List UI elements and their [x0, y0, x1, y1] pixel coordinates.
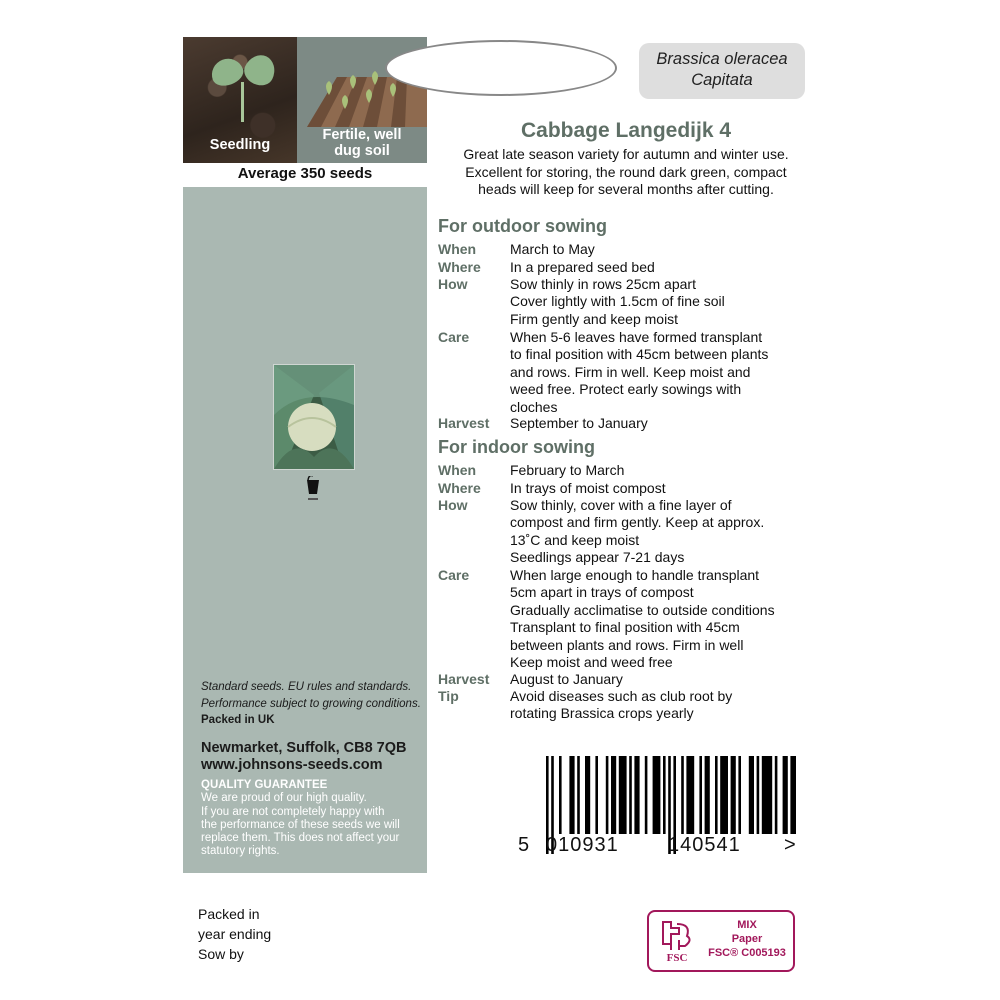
soil-label-1: Fertile, well	[322, 127, 402, 143]
row-label: Harvest	[438, 415, 490, 431]
barcode-bar	[634, 756, 639, 834]
standards-line-1: Standard seeds. EU rules and standards.	[201, 681, 412, 693]
barcode-digits-right: 140541	[668, 834, 741, 856]
sow-by-label: Sow by	[198, 946, 244, 962]
row-label: How	[438, 276, 468, 292]
outdoor-heading: For outdoor sowing	[438, 216, 607, 236]
fsc-code: FSC® C005193	[708, 947, 786, 959]
barcode-bar	[731, 756, 736, 834]
packed-in-label: Packed in	[198, 906, 260, 922]
barcode-bar	[559, 756, 562, 834]
description-line: heads will keep for several months after cutting.	[478, 181, 774, 197]
quality-guarantee	[201, 779, 423, 859]
barcode-bar	[619, 756, 627, 834]
row-value: When large enough to handle transplant	[510, 567, 760, 583]
row-label: Care	[438, 567, 470, 583]
barcode-bar	[663, 756, 666, 834]
fsc-mix: MIX	[737, 919, 757, 931]
fsc-logo-text: FSC	[666, 952, 688, 964]
guarantee-line: statutory rights.	[201, 845, 280, 858]
barcode-bar	[699, 756, 702, 834]
row-value: compost and firm gently. Keep at approx.	[510, 514, 765, 531]
botanical-line-1: Brassica oleracea	[656, 50, 788, 68]
row-value: Sow thinly, cover with a fine layer of	[510, 497, 732, 513]
barcode-bar	[738, 756, 741, 834]
packed-info	[198, 904, 271, 964]
seedling-photo	[183, 37, 297, 163]
barcode-bar	[653, 756, 661, 834]
barcode-bar	[762, 756, 772, 834]
cabbage-photo	[273, 364, 355, 470]
row-value: weed free. Protect early sowings with	[510, 381, 742, 398]
website: www.johnsons-seeds.com	[201, 757, 383, 773]
row-value: 5cm apart in trays of compost	[510, 584, 694, 601]
indoor-heading: For indoor sowing	[438, 437, 595, 457]
guarantee-line: If you are not completely happy with	[201, 805, 385, 818]
row-label: Where	[438, 259, 481, 275]
row-value: Keep moist and weed free	[510, 654, 673, 671]
year-ending-label: year ending	[198, 926, 272, 942]
row-value: between plants and rows. Firm in well	[510, 636, 744, 653]
row-label: How	[438, 497, 468, 513]
row-value: Gradually acclimatise to outside conditions	[510, 601, 775, 618]
guarantee-line: the performance of these seeds we will	[201, 818, 400, 831]
barcode-bar	[585, 756, 590, 834]
guarantee-line: replace them. This does not affect your	[201, 832, 400, 845]
description-line: Excellent for storing, the round dark green, compact	[465, 163, 787, 180]
barcode-bar	[569, 756, 574, 834]
row-value: Transplant to final position with 45cm	[510, 619, 740, 636]
barcode-digits-left: 010931	[546, 834, 619, 856]
barcode-bar	[681, 756, 684, 834]
row-value: When 5-6 leaves have formed transplant	[510, 329, 763, 345]
standards-line-2: Performance subject to growing conditions.	[201, 698, 421, 710]
hang-slot-window	[385, 40, 617, 96]
seedling-label: Seedling	[209, 137, 271, 153]
row-label: When	[438, 462, 477, 478]
row-label: Where	[438, 480, 481, 496]
botanical-line-2: Capitata	[691, 71, 753, 89]
barcode-quiet-arrow: >	[784, 834, 797, 856]
row-label: Tip	[438, 688, 459, 704]
row-value: September to January	[510, 415, 648, 431]
description	[427, 146, 825, 199]
row-value: August to January	[510, 671, 623, 687]
barcode-bar	[715, 756, 718, 834]
barcode-bar	[749, 756, 754, 834]
row-value: March to May	[510, 241, 595, 257]
row-value: Seedlings appear 7-21 days	[510, 549, 685, 566]
address: Newmarket, Suffolk, CB8 7QB	[201, 740, 407, 756]
row-value: Firm gently and keep moist	[510, 310, 679, 327]
description-line: Great late season variety for autumn and winter use.	[463, 146, 789, 162]
soil-label-2: dug soil	[334, 143, 390, 159]
row-value: to final position with 45cm between plants	[510, 346, 769, 363]
fsc-tree-icon	[657, 918, 697, 964]
barcode-bar	[783, 756, 788, 834]
barcode-bar	[757, 756, 760, 834]
row-label: Harvest	[438, 671, 490, 687]
barcode-bar	[686, 756, 694, 834]
row-value: 13˚C and keep moist	[510, 531, 640, 548]
packed-in-uk: Packed in UK	[201, 714, 275, 726]
row-label: When	[438, 241, 477, 257]
barcode-bar	[595, 756, 598, 834]
barcode-bar	[645, 756, 648, 834]
product-title: Cabbage Langedijk 4	[520, 119, 732, 142]
barcode-bar	[606, 756, 609, 834]
barcode-bar	[629, 756, 632, 834]
row-value: Sow thinly in rows 25cm apart	[510, 276, 696, 292]
row-value: rotating Brassica crops yearly	[510, 705, 694, 722]
fsc-label	[647, 910, 795, 972]
guarantee-title: QUALITY GUARANTEE	[201, 779, 328, 791]
barcode-bar	[775, 756, 778, 834]
johnsons-pot-icon	[305, 476, 321, 508]
row-value: In a prepared seed bed	[510, 259, 655, 275]
barcode-digit-lead: 5	[518, 834, 531, 856]
row-value: In trays of moist compost	[510, 480, 666, 496]
row-value: February to March	[510, 462, 625, 478]
botanical-name	[639, 43, 805, 99]
row-value: cloches	[510, 398, 558, 415]
barcode-bar	[720, 756, 728, 834]
barcode-bar	[577, 756, 580, 834]
row-value: Avoid diseases such as club root by	[510, 688, 733, 704]
row-value: and rows. Firm in well. Keep moist and	[510, 363, 751, 380]
barcode-bar	[790, 756, 796, 834]
row-value: Cover lightly with 1.5cm of fine soil	[510, 293, 725, 310]
average-seeds: Average 350 seeds	[183, 163, 427, 187]
row-label: Care	[438, 329, 470, 345]
barcode-bar	[705, 756, 710, 834]
barcode-bar	[611, 756, 616, 834]
fsc-paper: Paper	[731, 933, 763, 945]
guarantee-line: We are proud of our high quality.	[201, 792, 367, 805]
